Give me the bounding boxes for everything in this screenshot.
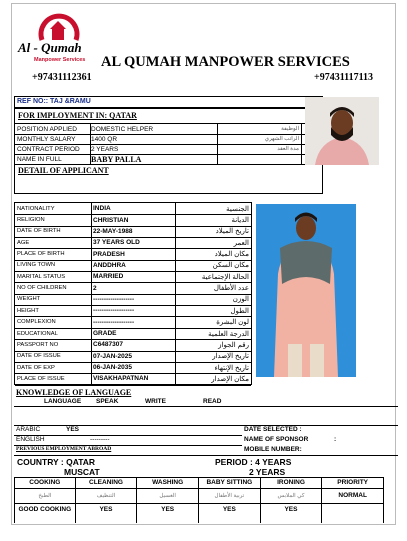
lang-col-speak: SPEAK <box>96 398 119 405</box>
date-selected: DATE SELECTED : <box>244 426 302 433</box>
detail-value: GRADE <box>91 328 176 339</box>
field-value: BABY PALLA <box>89 154 218 164</box>
field-label-ar: مدة العقد <box>217 144 302 154</box>
detail-value: ANDDHRA <box>91 260 176 271</box>
detail-label: NO OF CHILDREN <box>15 282 92 293</box>
detail-value: ------------------- <box>91 294 176 305</box>
skill-header: PRIORITY <box>322 478 383 489</box>
field-value: DOMESTIC HELPER <box>89 124 218 134</box>
detail-label: PLACE OF ISSUE <box>15 373 92 384</box>
detail-label: LIVING TOWN <box>15 260 92 271</box>
detail-label: RELIGION <box>15 214 92 225</box>
detail-value: VISAKHAPATNAN <box>91 373 176 384</box>
ref-box <box>14 96 323 108</box>
field-value: 2 YEARS <box>89 144 218 154</box>
detail-label: PASSPORT NO <box>15 339 92 350</box>
details-table <box>14 202 252 385</box>
detail-label-ar: رقم الجواز <box>218 341 249 349</box>
field-label: CONTRACT PERIOD <box>15 144 91 154</box>
detail-label: DATE OF EXP <box>15 362 92 373</box>
field-label-ar <box>217 154 302 164</box>
detail-label: DATE OF BIRTH <box>15 226 92 237</box>
detail-label: EDUCATIONAL <box>15 328 92 339</box>
detail-label-ar: الديانة <box>231 217 249 225</box>
skill-header: IRONING <box>261 478 322 489</box>
employment-heading: FOR IMPLOYMENT IN: QATAR <box>18 111 137 120</box>
skill-value: GOOD COOKING <box>18 506 72 513</box>
field-label: MONTHLY SALARY <box>15 134 91 144</box>
detail-label-ar: عدد الأطفال <box>213 285 249 293</box>
skill-header-ar: تربية الأطفال <box>199 489 260 504</box>
detail-label: DATE OF ISSUE <box>15 351 92 362</box>
detail-value: PRADESH <box>91 248 176 259</box>
detail-label-ar: الحالة الإجتماعية <box>201 273 249 281</box>
detail-value: 22-MAY-1988 <box>91 226 176 237</box>
detail-value: INDIA <box>91 203 176 214</box>
previous-period: PERIOD : 4 YEARS <box>215 457 292 467</box>
sponsor-colon: : <box>334 436 337 443</box>
detail-label: HEIGHT <box>15 305 92 316</box>
detail-label-ar: العمر <box>233 239 249 247</box>
detail-heading: DETAIL OF APPLICANT <box>18 166 109 175</box>
top-fields <box>15 123 322 164</box>
detail-value: ------------------- <box>91 317 176 328</box>
detail-label-ar: الجنسية <box>226 205 249 213</box>
skill-column <box>322 478 384 523</box>
skill-column <box>137 478 199 523</box>
previous-period-2: 2 YEARS <box>249 467 286 477</box>
previous-city: MUSCAT <box>64 467 100 477</box>
applicant-photo-small <box>305 97 379 165</box>
lang-col-language: LANGUAGE <box>44 398 82 405</box>
table-row <box>14 435 242 446</box>
skill-value: YES <box>284 506 298 513</box>
detail-value: 07-JAN-2025 <box>91 351 176 362</box>
field-label: POSITION APPLIED <box>15 124 91 134</box>
skill-value: YES <box>222 506 236 513</box>
detail-label: COMPLEXION <box>15 317 92 328</box>
company-name: AL QUMAH MANPOWER SERVICES <box>101 54 350 70</box>
language-heading: KNOWLEDGE OF LANGUAGE <box>16 388 132 397</box>
skill-header: BABY SITTING <box>199 478 260 489</box>
skill-value: YES <box>99 506 113 513</box>
detail-label-ar: مكان السكن <box>212 262 249 270</box>
detail-label-ar: تاريخ الإصدار <box>212 353 249 361</box>
detail-value: ------------------- <box>91 305 176 316</box>
logo-subtitle: Manpower Services <box>34 57 86 63</box>
detail-label-ar: الدرجة العلمية <box>208 330 249 338</box>
detail-value: 06-JAN-2035 <box>91 362 176 373</box>
skill-header-ar: الغسيل <box>137 489 198 504</box>
detail-label: AGE <box>15 237 92 248</box>
lang-col-read: READ <box>203 398 222 405</box>
skill-column <box>14 478 76 523</box>
detail-value: MARRIED <box>91 271 176 282</box>
lang-english-speak: --------- <box>90 436 110 443</box>
field-label: NAME IN FULL <box>15 154 91 164</box>
lang-english: ENGLISH <box>16 436 45 443</box>
field-value: 1400 QR <box>89 134 218 144</box>
detail-value: 37 YEARS OLD <box>91 237 176 248</box>
detail-value: C6487307 <box>91 339 176 350</box>
detail-label: PLACE OF BIRTH <box>15 248 92 259</box>
table-row <box>15 373 251 385</box>
previous-heading: PREVIOUS EMPLOYMENT ABROAD <box>16 446 112 452</box>
table-row <box>15 154 322 165</box>
applicant-photo-full <box>256 204 356 377</box>
skills-table <box>14 477 384 523</box>
skill-header: WASHING <box>137 478 198 489</box>
skill-column <box>76 478 138 523</box>
detail-label: NATIONALITY <box>15 203 92 214</box>
detail-label-ar: تاريخ الإنتهاء <box>214 364 249 372</box>
skill-header-ar: التنظيف <box>76 489 137 504</box>
top-info-box <box>14 108 323 194</box>
lang-arabic-speak: YES <box>66 426 80 433</box>
detail-label-ar: الوزن <box>232 296 249 304</box>
field-label-ar: الوظيفة <box>217 124 302 134</box>
language-table <box>14 398 398 446</box>
lang-col-write: WRITE <box>145 398 166 405</box>
skill-column <box>199 478 261 523</box>
detail-label: MARITAL STATUS <box>15 271 92 282</box>
detail-label-ar: مكان الميلاد <box>214 251 249 259</box>
detail-label: WEIGHT <box>15 294 92 305</box>
skill-header: CLEANING <box>76 478 137 489</box>
sponsor-name: NAME OF SPONSOR <box>244 436 309 443</box>
ref-number: REF NO:: TAJ &RAMU <box>17 98 91 105</box>
detail-value: CHRISTIAN <box>91 214 176 225</box>
detail-label-ar: مكان الإصدار <box>211 375 249 383</box>
skill-header: COOKING <box>15 478 75 489</box>
detail-label-ar: تاريخ الميلاد <box>215 228 249 236</box>
field-label-ar: الراتب الشهري <box>217 134 302 144</box>
skill-header-ar: NORMAL <box>322 489 383 504</box>
previous-country: COUNTRY : QATAR <box>17 457 96 467</box>
logo-text: Al - Qumah <box>18 40 82 55</box>
skill-header-ar: الطبخ <box>15 489 75 504</box>
detail-label-ar: الطول <box>230 307 249 315</box>
detail-label-ar: لون البشرة <box>216 319 249 327</box>
phone-left: +97431112361 <box>32 72 92 83</box>
logo <box>14 10 102 72</box>
phone-right: +97431117113 <box>314 72 374 83</box>
skill-column <box>261 478 323 523</box>
skill-value: YES <box>161 506 175 513</box>
mobile-number: MOBILE NUMBER: <box>244 446 302 453</box>
detail-value: 2 <box>91 282 176 293</box>
skill-header-ar: كي الملابس <box>261 489 322 504</box>
lang-arabic: ARABIC <box>16 426 41 433</box>
skill-value <box>322 504 383 506</box>
